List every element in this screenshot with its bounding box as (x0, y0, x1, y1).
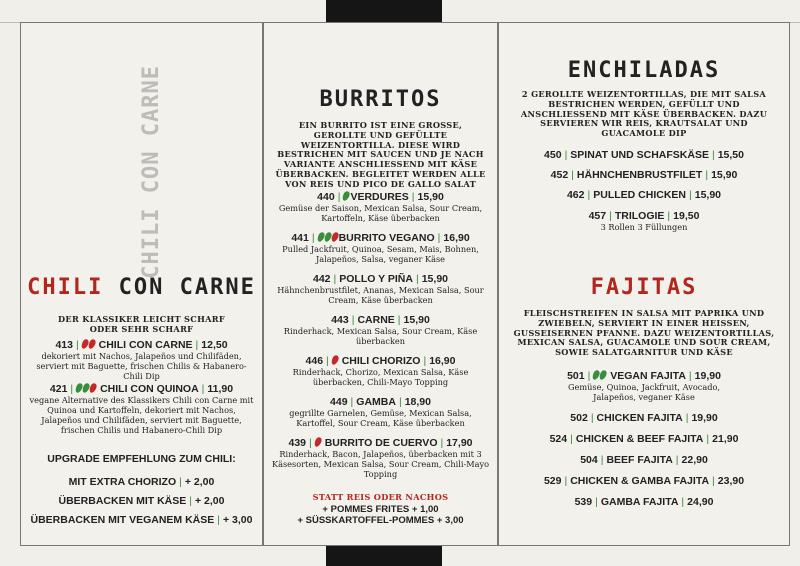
burrito-442: 442 | POLLO Y PIÑA | 15,90 Hähnchenbrustfilet, Ananas, Mexican Salsa, Sour Cream, Käse überbacken (277, 273, 484, 305)
top-black-bar (326, 0, 442, 22)
instead-label: STATT REIS ODER NACHOS (312, 492, 449, 502)
chili-title (21, 275, 262, 300)
burritos-intro: EIN BURRITO IST EINE GROSSE, GEROLLTE UND GEFÜLLTE WEIZENTORTILLA. DIESE WIRD BESTRICHEN MIT SAUCEN UND JE NACH VARIANTE ANSCHLIESSEND MIT KÄSE ÜBERBACKEN. BEGLEITET WERDEN ALLE VON REIS UND PICO DE GALLO SALAT (275, 120, 486, 189)
faj-539: 539 | GAMBA FAJITA | 24,90 (574, 496, 714, 508)
enchiladas-fajitas-panel (498, 22, 790, 546)
ench-452: 452 | HÄHNCHENBRUSTFILET | 15,90 (550, 169, 738, 181)
leaf-icon (598, 369, 608, 381)
chili-title-red: CHILI (27, 275, 104, 300)
burrito-439: 439 | BURRITO DE CUERVO | 17,90 Rinderhack, Bacon, Jalapeños, überbacken mit 3 Käsesorten, Mexican Salsa, Sour Cream, Chili-Mayo Topping (271, 437, 490, 479)
ench-462: 462 | PULLED CHICKEN | 15,90 (566, 189, 722, 201)
upgrade-3: ÜBERBACKEN MIT VEGANEM KÄSE | + 3,00 (30, 514, 253, 526)
bottom-black-bar (326, 546, 442, 566)
faj-529: 529 | CHICKEN & GAMBA FAJITA | 23,90 (543, 475, 745, 487)
faj-502: 502 | CHICKEN FAJITA | 19,90 (570, 412, 718, 424)
item-desc: dekoriert mit Nachos, Jalapeños und Chilifäden, serviert mit Baguette, frischen Chilis & Habanero-Chili Dip (36, 351, 247, 381)
faj-501: 501 | VEGAN FAJITA | 19,90 Gemüse, Quinoa, Jackfruit, Avocado, Jalapeños, veganer Käse (567, 370, 721, 402)
fajitas-intro: FLEISCHSTREIFEN IN SALSA MIT PAPRIKA UND ZWIEBELN, SERVIERT IN EINER HEISSEN, GUSSEISERNEN PFANNE. DAZU WEIZENTORTILLAS, MEXICAN SALSA, GUACAMOLE UND SOUR CREAM, SOWIE SALATGARNITUR UND KÄSE (513, 308, 775, 358)
chili-panel (20, 22, 263, 546)
chili-item-413: 413 | CHILI CON CARNE | 12,50 dekoriert mit Nachos, Jalapeños und Chilifäden, serviert mit Baguette, frischen Chilis & Habanero-Chili Dip (27, 339, 256, 381)
extras: + POMMES FRITES + 1,00 + SÜSSKARTOFFEL-POMMES + 3,00 (297, 504, 464, 526)
enchiladas-title: ENCHILADAS (567, 58, 721, 83)
upgrade-1: MIT EXTRA CHORIZO | + 2,00 (68, 476, 215, 488)
fajitas-title: FAJITAS (590, 275, 698, 300)
burrito-441: 441 | BURRITO VEGANO | 16,90 Pulled Jackfruit, Quinoa, Sesam, Mais, Bohnen, Jalapeños, Salsa, veganer Käse (282, 232, 479, 264)
upgrade-2: ÜBERBACKEN MIT KÄSE | + 2,00 (58, 495, 225, 507)
ench-450: 450 | SPINAT UND SCHAFSKÄSE | 15,50 (544, 149, 744, 161)
item-desc: vegane Alternative des Klassikers Chili con Carne mit Quinoa und Kartoffeln, dekoriert mit Nachos, Jalapeños und Chilifäden, serviert mit Baguette, frischen Chilis und Habanero-Chili Dip (29, 395, 254, 435)
ench-457: 457 | TRILOGIE | 19,50 3 Rollen 3 Füllungen (588, 210, 700, 232)
faj-504: 504 | BEEF FAJITA | 22,90 (580, 454, 708, 466)
burrito-440: 440 | VERDURES | 15,90 Gemüse der Saison, Mexican Salsa, Sour Cream, Kartoffeln, Käse überbacken (278, 191, 483, 223)
burritos-title: BURRITOS (319, 87, 442, 112)
chili-title-rest: CON CARNE (103, 275, 256, 300)
faj-524: 524 | CHICKEN & BEEF FAJITA | 21,90 (549, 433, 739, 445)
burritos-panel (263, 22, 498, 546)
chili-item-421: 421 | CHILI CON QUINOA | 11,90 vegane Alternative des Klassikers Chili con Carne mit Quinoa und Kartoffeln, dekoriert mit Nachos, Jalapeños und Chilifäden, serviert mit Baguette, frischen Chilis und Habanero-Chili Dip (27, 383, 256, 435)
chili-intro: DER KLASSIKER LEICHT SCHARF ODER SEHR SCHARF (58, 314, 225, 334)
upgrade-title: UPGRADE EMPFEHLUNG ZUM CHILI: (47, 453, 236, 465)
chili-icon (88, 382, 98, 394)
burrito-446: 446 | CHILI CHORIZO | 16,90 Rinderhack, Chorizo, Mexican Salsa, Käse überbacken, Chili-Mayo Topping (292, 355, 469, 387)
enchiladas-intro: 2 GEROLLTE WEIZENTORTILLAS, DIE MIT SALSA BESTRICHEN WERDEN, GEFÜLLT UND ANSCHLIESSEND MIT KÄSE ÜBERBACKEN. DAZU SERVIEREN WIR REIS, KRAUTSALAT UND GUACAMOLE DIP (520, 89, 768, 139)
burrito-449: 449 | GAMBA | 18,90 gegrillte Garnelen, Gemüse, Mexican Salsa, Kartoffel, Sour Cream, Käse überbacken (289, 396, 472, 428)
burrito-443: 443 | CARNE | 15,90 Rinderhack, Mexican Salsa, Sour Cream, Käse überbacken (283, 314, 478, 346)
vertical-title: CHILI CON CARNE (139, 65, 164, 279)
